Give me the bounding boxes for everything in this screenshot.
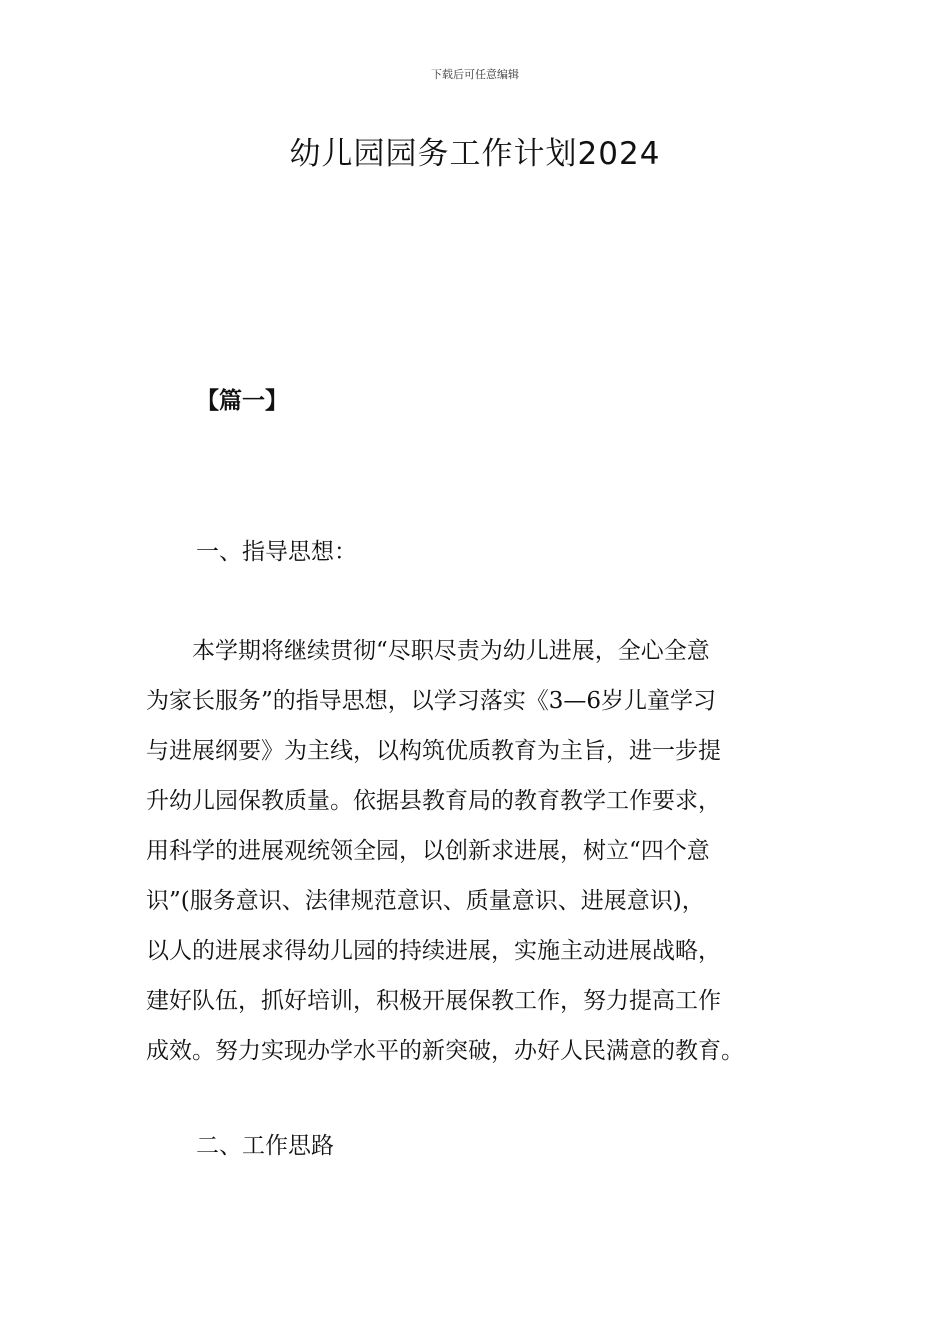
paragraph-line: 建好队伍，抓好培训，积极开展保教工作，努力提高工作 bbox=[146, 988, 721, 1014]
paragraph-line: 升幼儿园保教质量。依据县教育局的教育教学工作要求， bbox=[146, 788, 721, 814]
paragraph-line: 成效。努力实现办学水平的新突破，办好人民满意的教育。 bbox=[146, 1038, 744, 1064]
paragraph-line: 本学期将继续贯彻“尽职尽责为幼儿进展，全心全意 bbox=[146, 638, 710, 664]
paragraph-line: 以人的进展求得幼儿园的持续进展，实施主动进展战略， bbox=[146, 938, 721, 964]
section-label: 【篇一】 bbox=[196, 388, 288, 414]
body-paragraph bbox=[146, 626, 806, 1076]
paragraph-line: 识”(服务意识、法律规范意识、质量意识、进展意识)， bbox=[146, 888, 705, 914]
document-title: 幼儿园园务工作计划2024 bbox=[289, 136, 661, 172]
heading-work-approach: 二、工作思路 bbox=[196, 1133, 334, 1159]
header-note: 下载后可任意编辑 bbox=[431, 68, 519, 81]
paragraph-line: 用科学的进展观统领全园，以创新求进展，树立“四个意 bbox=[146, 838, 710, 864]
heading-guiding-ideology: 一、指导思想： bbox=[196, 539, 357, 565]
paragraph-line: 与进展纲要》为主线，以构筑优质教育为主旨，进一步提 bbox=[146, 738, 721, 764]
paragraph-line: 为家长服务”的指导思想，以学习落实《3—6岁儿童学习 bbox=[146, 688, 717, 714]
